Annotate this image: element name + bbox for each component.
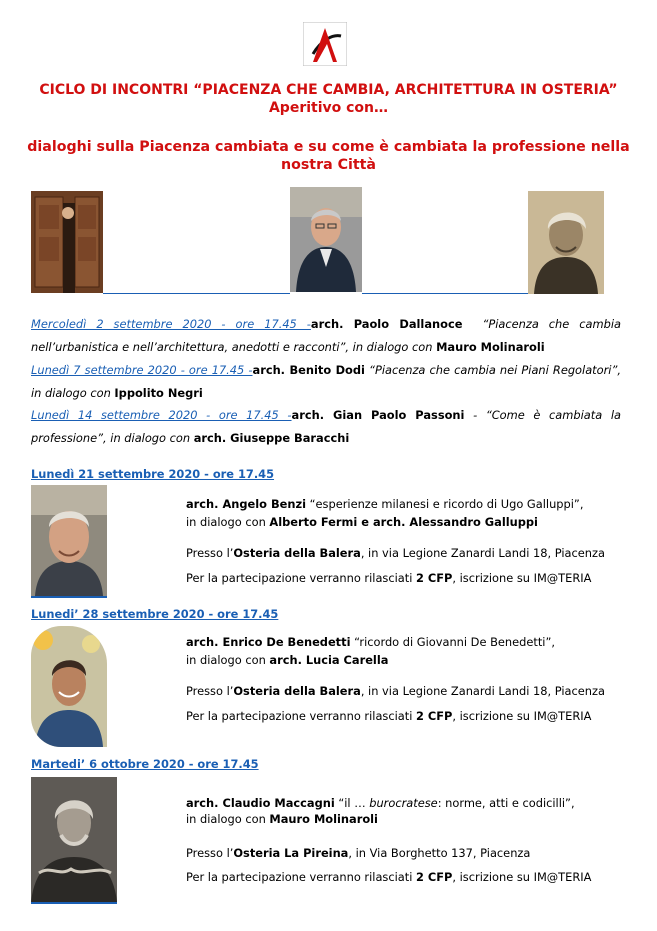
event-2-topic: “Piacenza che cambia nei Piani Regolatori” — [369, 363, 618, 377]
session-1-speaker — [186, 496, 583, 513]
event-2-dialog: , in dialogo con — [31, 363, 621, 400]
photo-de-benedetti — [31, 626, 107, 747]
event-1-arch: arch. Paolo Dallanoce — [310, 317, 463, 331]
photo-passoni — [528, 191, 604, 294]
session-3-date[interactable]: Martedi’ 6 ottobre 2020 - ore 17.45 — [31, 757, 259, 771]
session-1-arch: arch. Angelo Benzi — [186, 497, 307, 511]
session-3-topic-italic: burocratese — [369, 796, 438, 810]
session-3-venue-line — [186, 845, 530, 862]
event-3-arch: arch. Gian Paolo Passoni — [291, 408, 465, 422]
photo-maccagni — [31, 777, 117, 902]
event-1 — [31, 313, 621, 359]
session-1-dialog: in dialogo con — [186, 515, 270, 529]
photo-divider-1 — [103, 293, 290, 294]
event-3 — [31, 404, 621, 450]
photo-divider-2 — [362, 293, 528, 294]
event-1-topic: “Piacenza che cambia nell’urbanistica e nell’architettura, anedotti e racconti” — [31, 317, 621, 354]
session-3-cfp-post: , iscrizione su IM@TERIA — [452, 870, 592, 884]
session-1-date[interactable]: Lunedì 21 settembre 2020 - ore 17.45 — [31, 467, 275, 481]
session-3-dialog: in dialogo con — [186, 812, 270, 826]
photo-benzi — [31, 485, 107, 596]
session-1-topic: “esperienze milanesi e ricordo di Ugo Galluppi”, — [306, 497, 584, 511]
session-2-speaker — [186, 634, 555, 651]
event-3-dialog: , in dialogo con — [103, 431, 191, 445]
session-3-cfp-pre: Per la partecipazione verranno rilasciati — [186, 870, 417, 884]
event-2-guest: Ippolito Negri — [114, 386, 203, 400]
session-1-venue-line — [186, 545, 605, 562]
session-2-presso: Presso l’ — [186, 684, 234, 698]
session-1-cfp-pre: Per la partecipazione verranno rilasciati — [186, 571, 417, 585]
session-1-guest2: arch. Alessandro Galluppi — [372, 515, 538, 529]
session-1-cfp-post: , iscrizione su IM@TERIA — [452, 571, 592, 585]
session-3-arch: arch. Claudio Maccagni — [186, 796, 335, 810]
session-2-cfp-post: , iscrizione su IM@TERIA — [452, 709, 592, 723]
session-2-topic: “ricordo di Giovanni De Benedetti”, — [350, 635, 555, 649]
session-3-venue: Osteria La Pireina — [233, 846, 349, 860]
session-3-divider — [31, 902, 117, 904]
session-3-address: , in Via Borghetto 137, Piacenza — [348, 846, 531, 860]
event-2-date[interactable]: Lunedì 7 settembre 2020 - ore 17.45 - — [31, 363, 253, 377]
event-1-guest: Mauro Molinaroli — [436, 340, 545, 354]
session-1-presso: Presso l’ — [186, 546, 234, 560]
session-1-venue: Osteria della Balera — [233, 546, 361, 560]
event-2-arch: arch. Benito Dodi — [252, 363, 365, 377]
session-1-guest1: Alberto Fermi — [269, 515, 358, 529]
session-1-cfp: 2 CFP — [416, 571, 453, 585]
session-3-presso: Presso l’ — [186, 846, 234, 860]
event-3-topic: - “Come è cambiata la professione” — [31, 408, 621, 445]
session-2-cfp-pre: Per la partecipazione verranno rilasciati — [186, 709, 417, 723]
session-3-dialog-line — [186, 811, 378, 828]
event-1-dialog: , in dialogo con — [345, 340, 433, 354]
event-2 — [31, 359, 621, 405]
session-1-sep: e — [357, 515, 373, 529]
session-2-dialog-line — [186, 652, 388, 669]
session-2-arch: arch. Enrico De Benedetti — [186, 635, 351, 649]
session-2-cfp-line — [186, 708, 591, 725]
photo-dallanoce — [31, 191, 103, 293]
session-2-dialog: in dialogo con — [186, 653, 270, 667]
session-2-date[interactable]: Lunedi’ 28 settembre 2020 - ore 17.45 — [31, 607, 279, 621]
session-2-venue-line — [186, 683, 605, 700]
session-3-cfp-line — [186, 869, 591, 886]
session-1-cfp-line — [186, 570, 591, 587]
event-3-date[interactable]: Lunedì 14 settembre 2020 - ore 17.45 - — [31, 408, 292, 422]
page-subtitle: Aperitivo con… — [268, 100, 389, 116]
session-2-venue: Osteria della Balera — [233, 684, 361, 698]
theme-line-2: nostra Città — [281, 157, 376, 173]
event-1-date[interactable]: Mercoledì 2 settembre 2020 - ore 17.45 - — [31, 317, 311, 331]
logo-icon — [303, 22, 347, 66]
theme-line-1: dialoghi sulla Piacenza cambiata e su come è cambiata la professione nella — [27, 139, 630, 155]
session-2-address: , in via Legione Zanardi Landi 18, Piacenza — [360, 684, 605, 698]
session-3-speaker — [186, 795, 575, 812]
session-2-guest1: arch. Lucia Carella — [269, 653, 389, 667]
session-2-cfp: 2 CFP — [416, 709, 453, 723]
page-title: CICLO DI INCONTRI “PIACENZA CHE CAMBIA, ARCHITETTURA IN OSTERIA” — [39, 82, 618, 98]
session-1-divider — [31, 596, 107, 598]
session-3-cfp: 2 CFP — [416, 870, 453, 884]
photo-dodi — [290, 187, 362, 292]
session-1-address: , in via Legione Zanardi Landi 18, Piacenza — [360, 546, 605, 560]
session-3-guest1: Mauro Molinaroli — [269, 812, 378, 826]
session-1-dialog-line — [186, 514, 538, 531]
session-3-topic-post: : norme, atti e codicilli”, — [437, 796, 575, 810]
session-3-topic-pre: “il … — [334, 796, 370, 810]
event-3-guest: arch. Giuseppe Baracchi — [193, 431, 350, 445]
